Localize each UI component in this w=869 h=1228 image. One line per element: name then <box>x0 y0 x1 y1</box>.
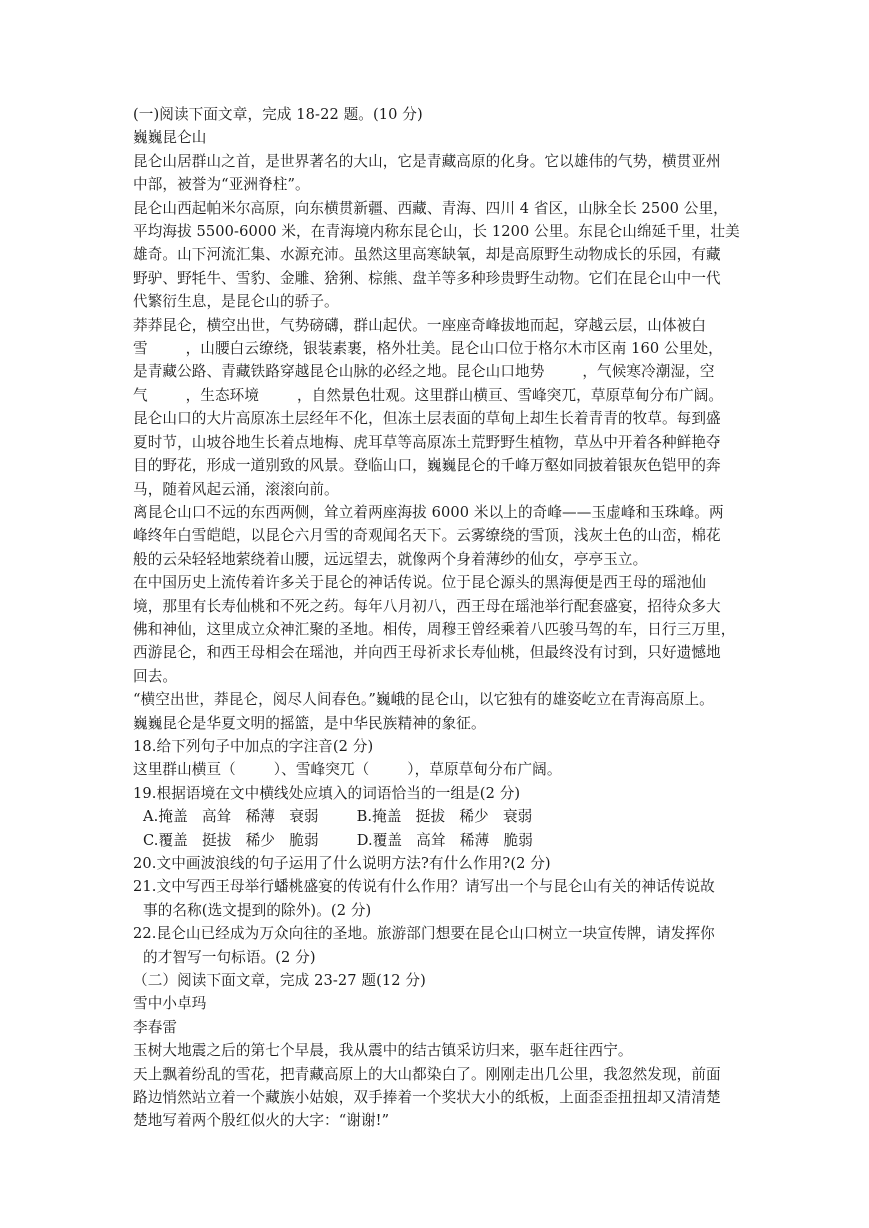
text-line: 在中国历史上流传着许多关于昆仑的神话传说。位于昆仑源头的黑海便是西王母的瑶池仙 <box>133 574 707 592</box>
question-21: 21.文中写西王母举行蟠桃盛宴的传说有什么作用？请写出一个与昆仑山有关的神话传说故 <box>133 878 715 896</box>
text-line: 楚地写着两个殷红似火的大字：“谢谢!” <box>133 1112 390 1130</box>
text-line: 玉树大地震之后的第七个早晨，我从震中的结古镇采访归来，驱车赶往西宁。 <box>133 1042 633 1060</box>
text-line: 昆仑山居群山之首，是世界著名的大山，它是青藏高原的化身。它以雄伟的气势，横贯亚州 <box>133 152 721 170</box>
article-title: 巍巍昆仑山 <box>133 129 207 147</box>
question-22-cont: 的才智写一句标语。(2 分) <box>143 948 316 966</box>
text-line: 天上飘着纷乱的雪花，把青藏高原上的大山都染白了。刚刚走出几公里，我忽然发现，前面 <box>133 1065 721 1083</box>
text-line: 离昆仑山口不远的东西两侧，耸立着两座海拔 6000 米以上的奇峰——玉虚峰和玉珠峰。两 <box>133 503 724 521</box>
question-22: 22.昆仑山已经成为万众向往的圣地。旅游部门想要在昆仑山口树立一块宣传牌，请发挥你 <box>133 925 715 943</box>
question-19-options-cd <box>133 829 759 852</box>
text-line: 代繁衍生息，是昆仑山的骄子。 <box>133 293 339 311</box>
text-line: 野驴、野牦牛、雪豹、金雕、猞猁、棕熊、盘羊等多种珍贵野生动物。它们在昆仑山中一代 <box>133 269 721 287</box>
text-line: 莽莽昆仑，横空出世，气势磅礴，群山起伏。一座座奇峰拔地而起，穿越云层，山体被白 <box>133 316 707 334</box>
option-b: B.掩盖 挺拔 稀少 衰弱 <box>356 808 533 826</box>
option-c: C.覆盖 挺拔 稀少 脆弱 <box>143 831 319 849</box>
text-line: 平均海拔 5500-6000 米，在青海境内称东昆仑山，长 1200 公里。东昆仑山绵延千里，壮美 <box>133 223 740 241</box>
passage-2 <box>133 969 759 1133</box>
text-line: 峰终年白雪皑皑，以昆仑六月雪的奇观闻名天下。云雾缭绕的雪顶，浅灰土色的山峦，棉花 <box>133 527 721 545</box>
section-heading-2: （二）阅读下面文章，完成 23-27 题(12 分) <box>133 972 426 990</box>
text-line: 巍巍昆仑是华夏文明的摇篮，是中华民族精神的象征。 <box>133 714 486 732</box>
text-line: 雄奇。山下河流汇集、水源充沛。虽然这里高寒缺氧，却是高原野生动物成长的乐园，有藏 <box>133 246 721 264</box>
article-author: 李春雷 <box>133 1018 178 1036</box>
question-21-cont: 事的名称(选文提到的除外)。(2 分) <box>143 901 372 919</box>
text-line: 目的野花，形成一道别致的风景。登临山口，巍巍昆仑的千峰万壑如同披着银灰色铠甲的奔 <box>133 457 721 475</box>
question-20: 20.文中画波浪线的句子运用了什么说明方法?有什么作用?(2 分) <box>133 855 551 872</box>
text-line: 佛和神仙，这里成立众神汇聚的圣地。相传，周穆王曾经乘着八匹骏马驾的车，日行三万里， <box>133 620 736 638</box>
option-d: D.覆盖 高耸 稀薄 脆弱 <box>356 831 533 849</box>
section-heading: (一)阅读下面文章，完成 18-22 题。(10 分) <box>133 106 423 123</box>
text-line: 气 ，生态环境 ，自然景色壮观。这里群山横亘、雪峰突兀，草原草甸分布广阔。 <box>133 386 724 404</box>
questions-1 <box>133 735 759 969</box>
text-line: 回去。 <box>133 667 178 685</box>
text-line: 路边悄然站立着一个藏族小姑娘，双手捧着一个奖状大小的纸板，上面歪歪扭扭却又清清楚 <box>133 1089 721 1107</box>
article-title-2: 雪中小卓玛 <box>133 995 207 1013</box>
option-a: A.掩盖 高耸 稀薄 衰弱 <box>143 808 319 826</box>
text-line: 境，那里有长寿仙桃和不死之药。每年八月初八，西王母在瑶池举行配套盛宴，招待众多大 <box>133 597 721 615</box>
text-line: 夏时节，山坡谷地生长着点地梅、虎耳草等高原冻土荒野野生植物，草丛中开着各种鲜艳夺 <box>133 433 721 451</box>
question-19: 19.根据语境在文中横线处应填入的词语恰当的一组是(2 分) <box>133 784 521 802</box>
text-line: 西游昆仑，和西王母相会在瑶池，并向西王母祈求长寿仙桃，但最终没有讨到，只好遗憾地 <box>133 644 721 662</box>
text-line: 昆仑山口的大片高原冻土层经年不化，但冻土层表面的草甸上却生长着青青的牧草。每到盛 <box>133 410 721 428</box>
question-18: 18.给下列句子中加点的字注音(2 分) <box>133 737 374 755</box>
question-19-options-ab <box>133 805 759 828</box>
text-line: 是青藏公路、青藏铁路穿越昆仑山脉的必经之地。昆仑山口地势 ，气候寒冷潮湿，空 <box>133 363 715 381</box>
text-line: 般的云朵轻轻地萦绕着山腰，远远望去，就像两个身着薄纱的仙女，亭亭玉立。 <box>133 550 648 568</box>
text-line: 中部，被誉为“亚洲脊柱”。 <box>133 176 310 194</box>
question-18-sentence: 这里群山横亘（ ）、雪峰突兀（ ），草原草甸分布广阔。 <box>133 761 562 779</box>
text-line: 雪 ，山腰白云缭绕，银装素裹，格外壮美。昆仑山口位于格尔木市区南 160 公里处， <box>133 340 723 358</box>
text-line: 昆仑山西起帕米尔高原，向东横贯新疆、西藏、青海、四川 4 省区，山脉全长 2500 公里， <box>133 199 728 217</box>
text-line: “横空出世，莽昆仑，阅尽人间春色。”巍峨的昆仑山，以它独有的雄姿屹立在青海高原上。 <box>133 691 714 709</box>
passage-1 <box>133 103 759 735</box>
text-line: 马，随着风起云涌，滚滚向前。 <box>133 480 339 498</box>
